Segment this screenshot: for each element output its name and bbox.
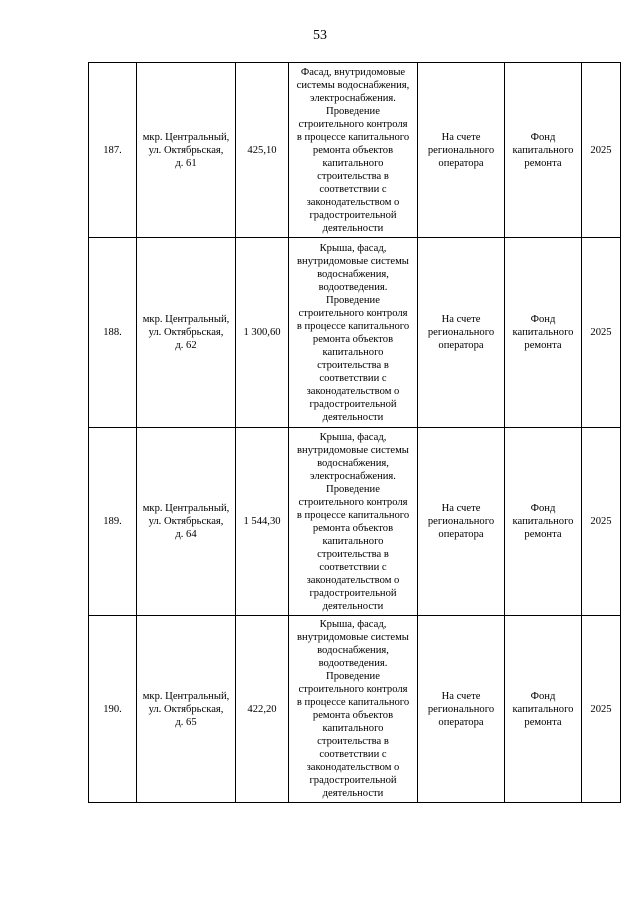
source-line: Фонд xyxy=(530,314,556,325)
works-cell xyxy=(289,428,418,616)
works-line: строительства в xyxy=(317,548,389,560)
works-line: электроснабжения. xyxy=(310,470,396,482)
address-line: д. 64 xyxy=(175,529,197,540)
works-line: строительного контроля xyxy=(298,496,408,508)
works-line: строительства в xyxy=(317,359,389,371)
works-line: в процессе капитального xyxy=(296,320,410,332)
works-line: строительства в xyxy=(317,736,389,747)
source-line: ремонта xyxy=(524,157,562,169)
works-line: системы водоснабжения, xyxy=(296,79,410,91)
address-line: мкр. Центральный, xyxy=(142,131,230,143)
works-line: водоотведения. xyxy=(318,658,388,669)
table-row xyxy=(89,63,621,238)
works-line: деятельности xyxy=(322,600,384,612)
works-line: ремонта объектов xyxy=(312,522,394,534)
source-cell xyxy=(505,428,582,616)
source-line: капитального xyxy=(512,516,574,527)
works-line: градостроительной xyxy=(309,587,397,599)
works-line: Крыша, фасад, xyxy=(319,242,387,254)
address-line: д. 65 xyxy=(175,716,197,728)
works-line: внутридомовые системы xyxy=(297,444,409,456)
works-line: капитального xyxy=(322,723,384,734)
area-cell: 422,20 xyxy=(236,616,289,803)
account-line: регионального xyxy=(427,516,495,527)
year-cell: 2025 xyxy=(582,428,621,616)
source-line: ремонта xyxy=(524,340,562,351)
account-line: регионального xyxy=(427,144,495,156)
works-line: строительного контроля xyxy=(298,307,408,319)
works-cell xyxy=(289,616,418,803)
address-line: д. 61 xyxy=(175,157,197,169)
works-line: деятельности xyxy=(322,788,384,799)
works-line: соответствии с xyxy=(319,183,387,195)
account-line: На счете xyxy=(441,690,481,702)
year-cell: 2025 xyxy=(582,238,621,428)
works-line: капитального xyxy=(322,535,384,547)
works-line: градостроительной xyxy=(309,209,397,221)
works-line: градостроительной xyxy=(309,398,397,410)
address-line: ул. Октябрьская, xyxy=(148,327,224,338)
works-line: ремонта объектов xyxy=(312,144,394,156)
account-line: На счете xyxy=(441,503,481,514)
works-line: Фасад, внутридомовые xyxy=(300,66,406,78)
account-cell xyxy=(418,238,505,428)
works-line: ремонта объектов xyxy=(312,333,394,345)
account-line: оператора xyxy=(438,716,484,728)
row-number: 187. xyxy=(89,63,137,238)
works-line: капитального xyxy=(322,157,384,169)
account-line: На счете xyxy=(441,314,481,325)
works-line: строительного контроля xyxy=(298,684,408,695)
source-line: ремонта xyxy=(524,529,562,540)
account-line: регионального xyxy=(427,327,495,338)
works-line: градостроительной xyxy=(309,775,397,786)
works-line: в процессе капитального xyxy=(296,509,410,521)
works-line: законодательством о xyxy=(306,385,400,397)
area-cell: 1 544,30 xyxy=(236,428,289,616)
capital-repair-table xyxy=(88,62,621,803)
works-line: Проведение xyxy=(326,294,380,306)
address-line: мкр. Центральный, xyxy=(142,503,230,514)
address-cell xyxy=(137,238,236,428)
year-cell: 2025 xyxy=(582,616,621,803)
source-line: Фонд xyxy=(530,690,556,702)
area-cell: 425,10 xyxy=(236,63,289,238)
source-line: капитального xyxy=(512,144,574,156)
works-line: Крыша, фасад, xyxy=(319,619,387,630)
works-line: деятельности xyxy=(322,411,384,423)
works-line: соответствии с xyxy=(319,561,387,573)
address-line: ул. Октябрьская, xyxy=(148,703,224,715)
source-line: ремонта xyxy=(524,716,562,728)
works-line: Крыша, фасад, xyxy=(319,431,387,443)
works-cell xyxy=(289,238,418,428)
source-line: Фонд xyxy=(530,131,556,143)
source-cell xyxy=(505,616,582,803)
account-cell xyxy=(418,63,505,238)
works-line: Проведение xyxy=(326,671,380,682)
account-line: оператора xyxy=(438,529,484,540)
source-cell xyxy=(505,63,582,238)
source-line: капитального xyxy=(512,327,574,338)
works-line: водоснабжения, xyxy=(317,645,389,656)
works-line: капитального xyxy=(322,346,384,358)
account-line: оператора xyxy=(438,157,484,169)
table-row xyxy=(89,616,621,803)
works-line: соответствии с xyxy=(319,749,387,760)
row-number: 190. xyxy=(89,616,137,803)
address-cell xyxy=(137,428,236,616)
table-row xyxy=(89,428,621,616)
row-number: 189. xyxy=(89,428,137,616)
account-line: оператора xyxy=(438,340,484,351)
works-line: Проведение xyxy=(326,105,380,117)
row-number: 188. xyxy=(89,238,137,428)
works-line: законодательством о xyxy=(306,762,400,773)
works-line: внутридомовые системы xyxy=(297,632,409,643)
address-line: мкр. Центральный, xyxy=(142,314,230,325)
works-line: Проведение xyxy=(326,483,380,495)
works-line: строительного контроля xyxy=(298,118,408,130)
works-line: внутридомовые системы xyxy=(297,255,409,267)
works-line: водоснабжения, xyxy=(317,457,389,469)
table-body xyxy=(89,63,621,803)
account-cell xyxy=(418,428,505,616)
works-line: соответствии с xyxy=(319,372,387,384)
source-line: Фонд xyxy=(530,503,556,514)
works-line: законодательством о xyxy=(306,196,400,208)
works-line: законодательством о xyxy=(306,574,400,586)
works-line: водоотведения. xyxy=(318,281,388,293)
works-line: строительства в xyxy=(317,170,389,182)
source-cell xyxy=(505,238,582,428)
address-line: ул. Октябрьская, xyxy=(148,144,224,156)
address-cell xyxy=(137,616,236,803)
works-line: в процессе капитального xyxy=(296,697,410,708)
year-cell: 2025 xyxy=(582,63,621,238)
address-line: ул. Октябрьская, xyxy=(148,516,224,527)
address-cell xyxy=(137,63,236,238)
source-line: капитального xyxy=(512,703,574,715)
area-cell: 1 300,60 xyxy=(236,238,289,428)
works-line: в процессе капитального xyxy=(296,131,410,143)
works-line: ремонта объектов xyxy=(312,710,394,721)
account-line: регионального xyxy=(427,703,495,715)
works-line: деятельности xyxy=(322,222,384,234)
works-cell xyxy=(289,63,418,238)
works-line: электроснабжения. xyxy=(310,92,396,104)
account-cell xyxy=(418,616,505,803)
table-row xyxy=(89,238,621,428)
address-line: мкр. Центральный, xyxy=(142,690,230,702)
page-number: 53 xyxy=(313,28,327,43)
account-line: На счете xyxy=(441,131,481,143)
works-line: водоснабжения, xyxy=(317,268,389,280)
address-line: д. 62 xyxy=(175,340,197,351)
